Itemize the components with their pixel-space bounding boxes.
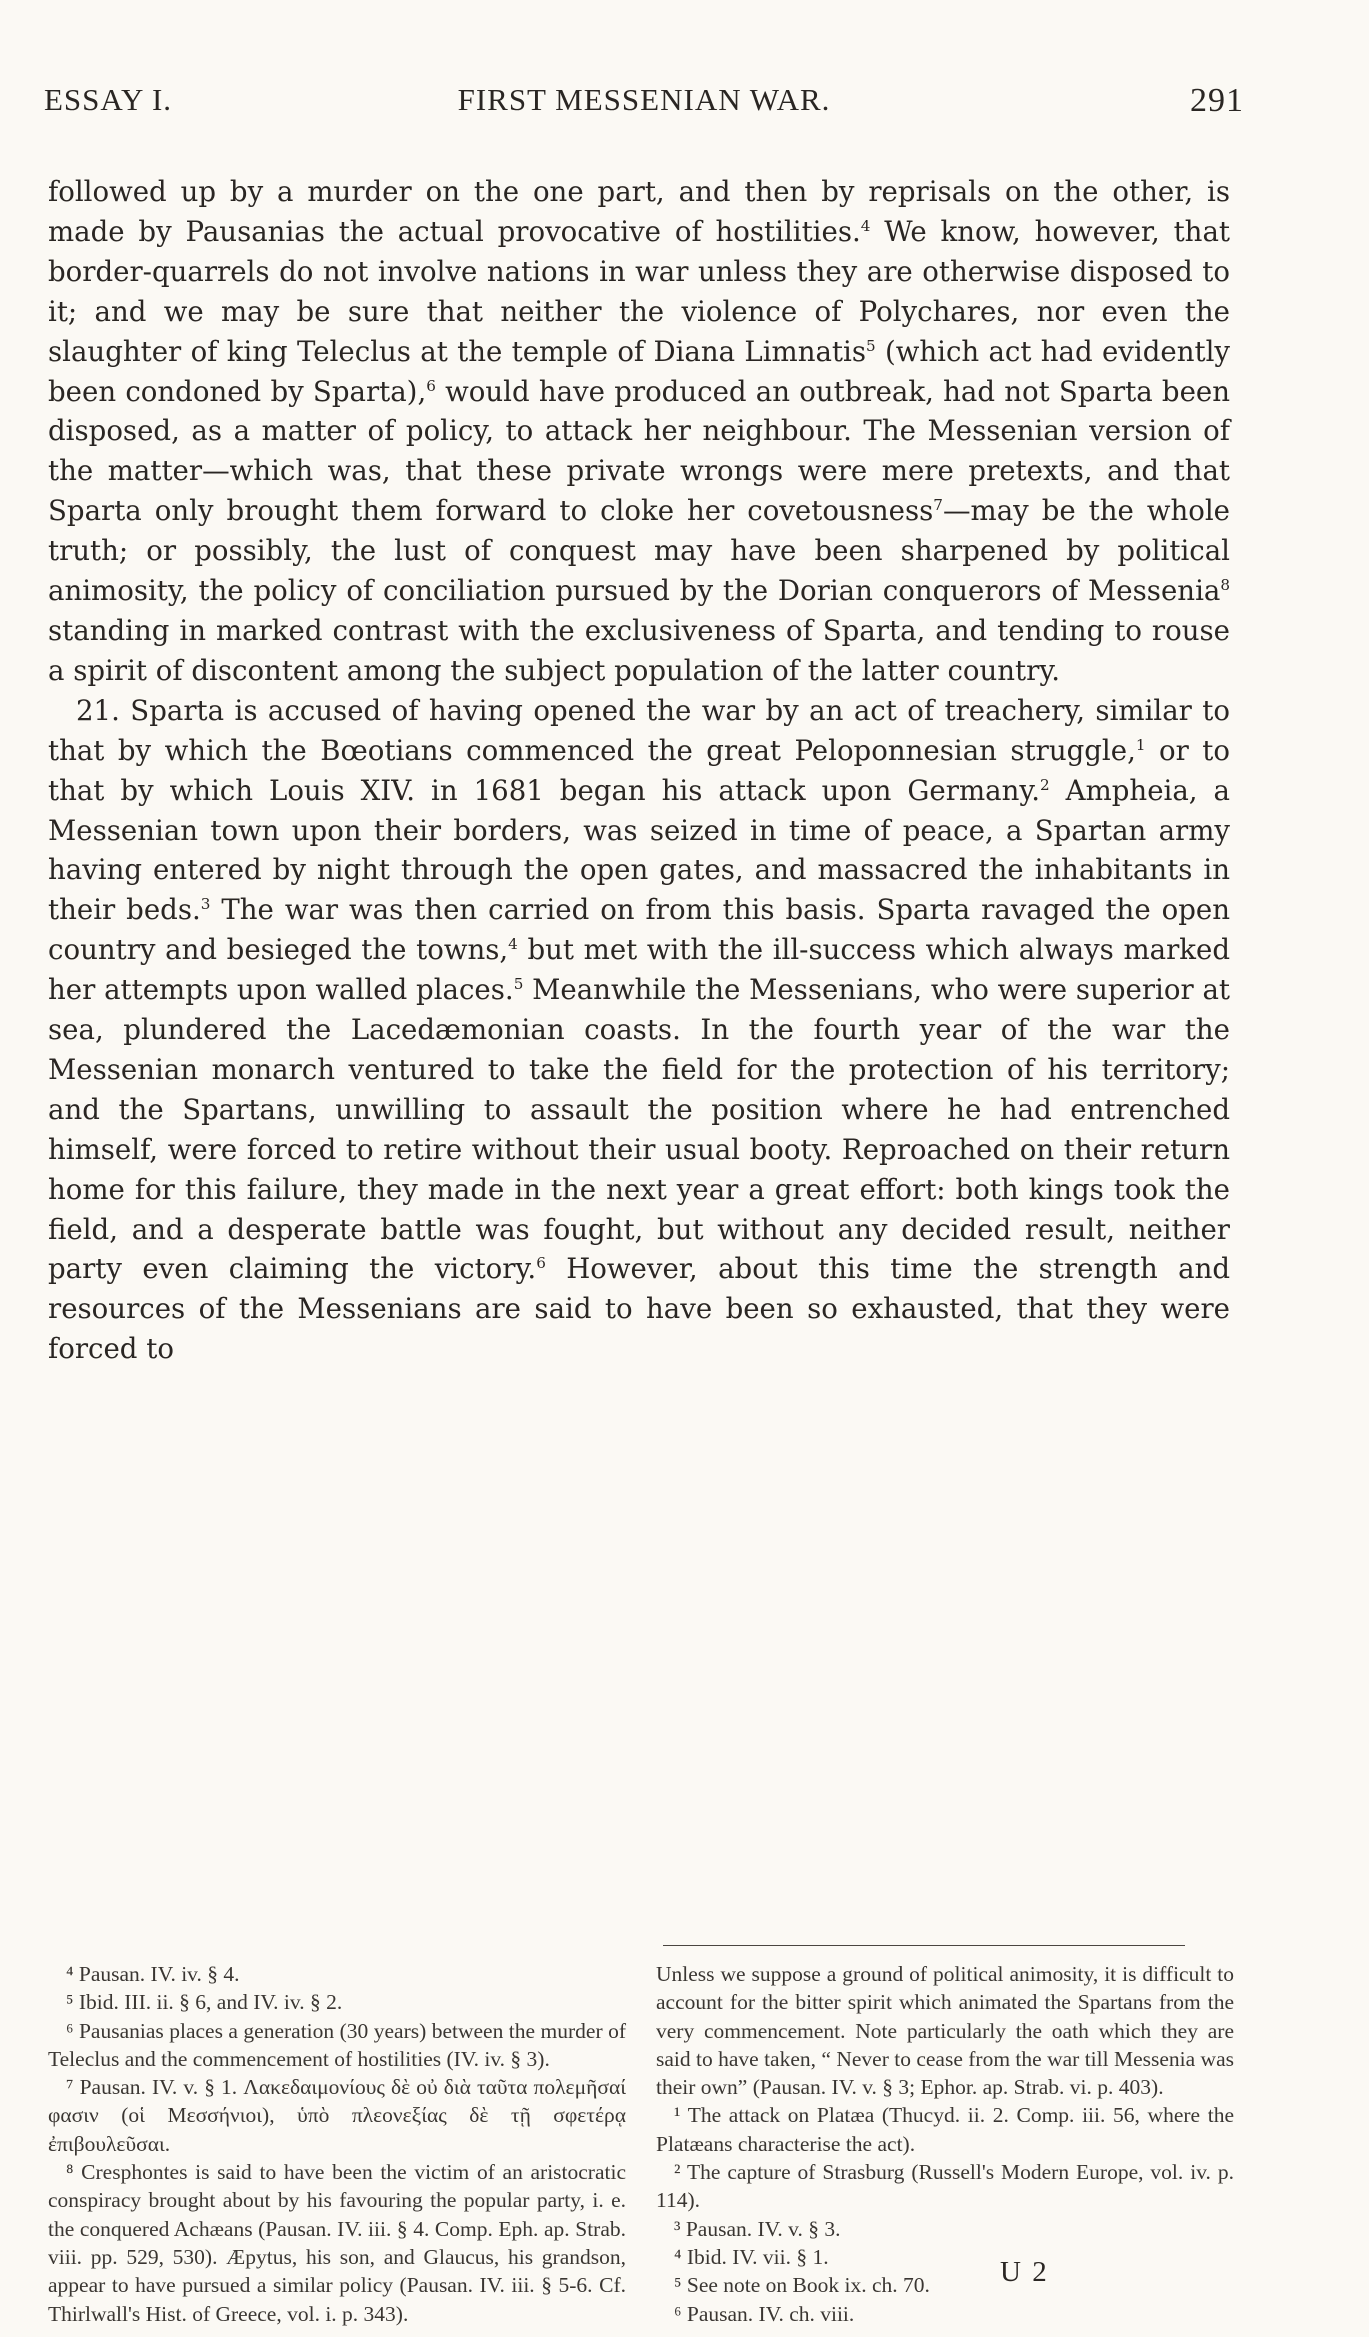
essay-label: ESSAY I. (44, 82, 173, 117)
footnote-divider (663, 1945, 1185, 1946)
running-header (44, 82, 1244, 126)
page-number: 291 (1190, 82, 1244, 119)
footnote-ref: 3 (200, 895, 211, 914)
footnote-ref: 8 (1220, 575, 1230, 594)
footnote: ⁶ Pausan. IV. ch. viii. (674, 2301, 855, 2326)
footnotes-left-column (48, 1960, 626, 2328)
footnote: ⁴ Ibid. IV. vii. § 1. (674, 2244, 829, 2269)
paragraph-1: followed up by a murder on the one part, and then by reprisals on the other, is made by Pausanias the actual provocative of hostilities.$^4$ We know, however, that border-quarrels do not involve nations in war unless they are otherwise disposed to it; and we may be sure that neither the violence of Polychares, nor even the slaughter of king Teleclus at the temple of Diana Limnatis$^5$ (which act had evidently been condoned by Sparta),$^6$ would have produced an outbreak, had not Sparta been disposed, as a matter of policy, to attack her neighbour. The Messenian version of the matter—which was, that these private wrongs were mere pretexts, and that Sparta only brought them forward to cloke her covetousness$^7$—may be the whole truth; or possibly, the lust of conquest may have been sharpened by political animosity, the policy of conciliation pursued by the Dorian conquerors of Messenia$^8$ standing in marked contrast with the exclusiveness of Sparta, and tending to rouse a spirit of discontent among the subject population of the latter country. (48, 175, 1230, 687)
footnote-ref: 2 (1040, 775, 1050, 794)
footnote: ¹ The attack on Platæa (Thucyd. ii. 2. Comp. iii. 56, where the Platæans characterise the act). (656, 2103, 1234, 2156)
footnote-ref: 1 (1135, 735, 1146, 754)
footnote: ² The capture of Strasburg (Russell's Modern Europe, vol. iv. p. 114). (656, 2160, 1234, 2213)
footnote-ref: 6 (426, 376, 436, 395)
footnote: ⁷ Pausan. IV. v. § 1. Λακεδαιμονίους δὲ οὐ διὰ ταῦτα πολεμῆσαί φασιν (οἱ Μεσσήνιοι), ὑπὸ πλεονεξίας δὲ τῇ σφετέρᾳ ἐπιβουλεῦσαι. (48, 2075, 626, 2156)
footnote: ⁶ Pausanias places a generation (30 years) between the murder of Teleclus and the commencement of hostilities (IV. iv. § 3). (48, 2018, 626, 2071)
footnote-ref: 4 (508, 935, 518, 954)
footnote-ref: 6 (536, 1254, 546, 1273)
footnote-ref: 5 (513, 974, 524, 993)
signature-mark: U 2 (1000, 2256, 1049, 2288)
paragraph-21: 21. Sparta is accused of having opened the war by an act of treachery, similar to that by which the Bœotians commenced the great Peloponnesian struggle,$^1$ or to that by which Louis XIV. in 1681 began his attack upon Germany.$^2$ Ampheia, a Messenian town upon their borders, was seized in time of peace, a Spartan army having entered by night through the open gates, and massacred the inhabitants in their beds.$^3$ The war was then carried on from this basis. Sparta ravaged the open country and besieged the towns,$^4$ but met with the ill-success which always marked her attempts upon walled places.$^5$ Meanwhile the Messenians, who were superior at sea, plundered the Lacedæmonian coasts. In the fourth year of the war the Messenian monarch ventured to take the field for the protection of his territory; and the Spartans, unwilling to assault the position where he had entrenched himself, were forced to retire without their usual booty. Reproached on their return home for this failure, they made in the next year a great effort: both kings took the field, and a desperate battle was fought, but without any decided result, neither party even claiming the victory.$^6$ However, about this time the strength and resources of the Messenians are said to have been so exhausted, that they were forced to (48, 693, 1231, 1366)
footnote-ref: 7 (933, 496, 943, 515)
footnote: ⁵ See note on Book ix. ch. 70. (674, 2273, 930, 2298)
footnote: ⁴ Pausan. IV. iv. § 4. (66, 1962, 240, 1986)
footnotes-right-column (656, 1960, 1234, 2328)
footnote: ³ Pausan. IV. v. § 3. (674, 2216, 841, 2241)
footnote: ⁵ Ibid. III. ii. § 6, and IV. iv. § 2. (66, 1990, 343, 2015)
footnote-continuation: Unless we suppose a ground of political animosity, it is difficult to account for the bitter spirit which animated the Spartans from the very commencement. Note particularly the oath which they are said to have taken, “ Never to cease from the war till Messenia was their own” (Pausan. IV. v. § 3; Ephor. ap. Strab. vi. p. 403). (656, 1962, 1234, 2100)
footnote-ref: 4 (860, 216, 871, 235)
footnote: ⁸ Cresphontes is said to have been the victim of an aristocratic conspiracy brought about by his favouring the popular party, i. e. the conquered Achæans (Pausan. IV. iii. § 4. Comp. Eph. ap. Strab. viii. pp. 529, 530). Æpytus, his son, and Glaucus, his grandson, appear to have pursued a similar policy (Pausan. IV. iii. § 5-6. Cf. Thirlwall's Hist. of Greece, vol. i. p. 343). (48, 2160, 626, 2326)
footnote-ref: 5 (866, 336, 876, 355)
footnotes (48, 1960, 1234, 2328)
page-title: FIRST MESSENIAN WAR. (457, 82, 831, 117)
main-text (48, 172, 1230, 1369)
